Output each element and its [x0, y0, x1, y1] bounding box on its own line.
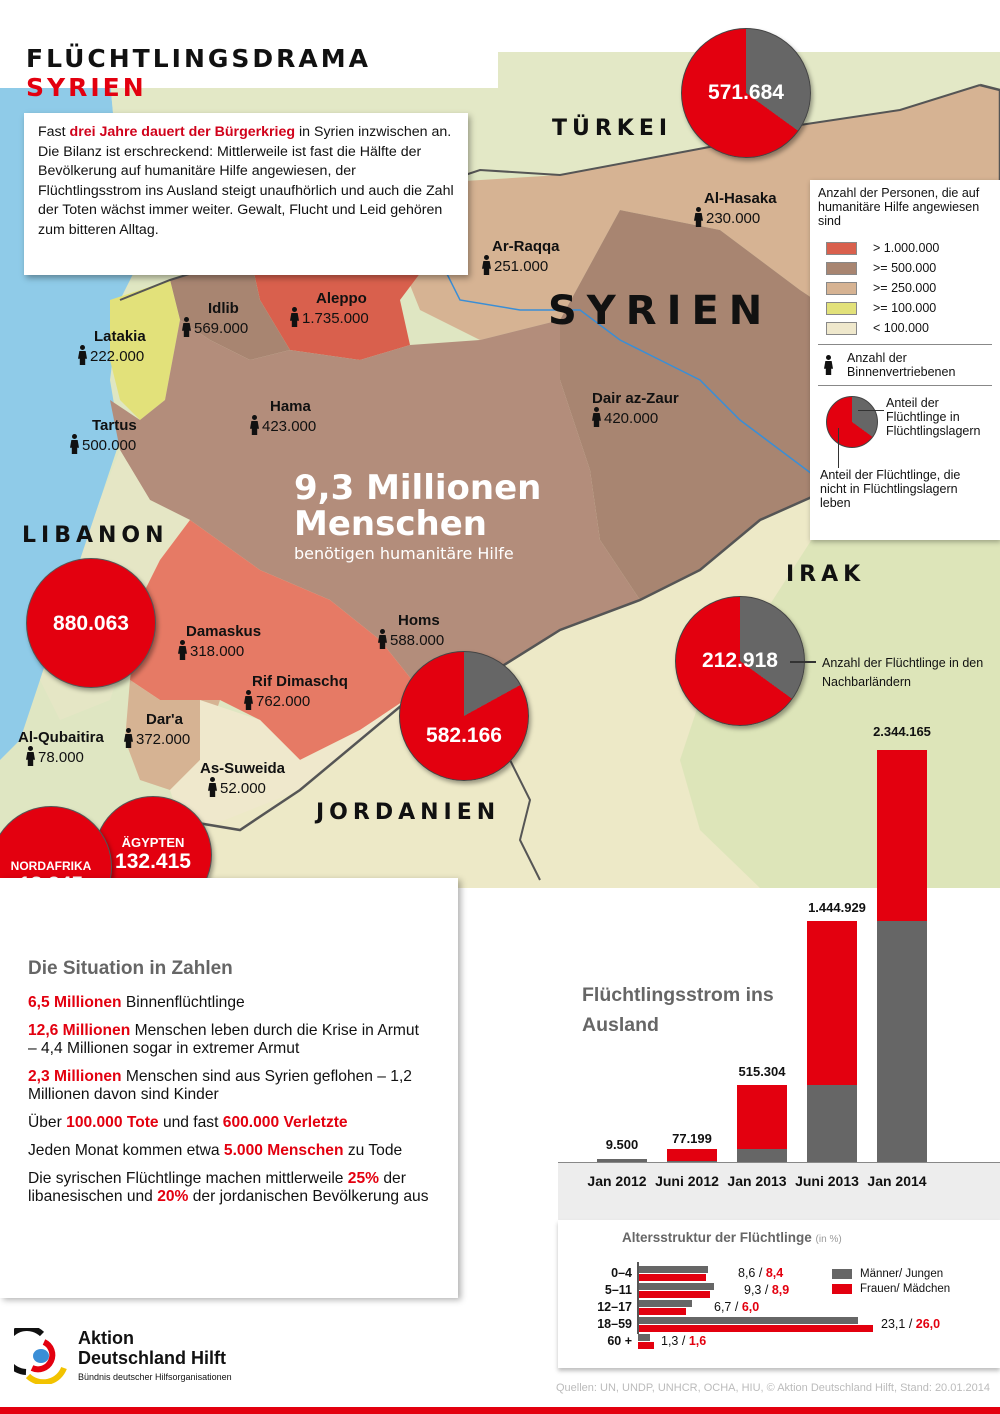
stat-text: Menschen sind aus Syrien geflohen – 1,2 Millionen davon sind Kinder	[28, 1068, 412, 1103]
age-row	[558, 1334, 1000, 1350]
region-idlib	[182, 300, 248, 338]
legend-item	[826, 238, 992, 258]
logo-text-1: Aktion	[78, 1328, 134, 1348]
annotation-text: Anzahl der Flüchtlinge in den Nachbarländern	[822, 656, 984, 689]
stat-highlight: 25%	[347, 1170, 380, 1187]
legend-divider	[818, 344, 992, 345]
legend-label: >= 100.000	[873, 301, 937, 315]
headline-line2: Menschen	[294, 504, 487, 544]
x-tick	[862, 1173, 932, 1190]
map-legend	[810, 180, 1000, 540]
person-icon	[178, 640, 187, 660]
legend-item	[826, 278, 992, 298]
person-icon	[26, 746, 35, 766]
region-name: Al-Hasaka	[704, 190, 777, 207]
person-icon	[694, 207, 703, 227]
country-label-irak: IRAK	[786, 562, 866, 587]
stat-highlight: 600.000 Verletzte	[222, 1114, 348, 1131]
region-value: 762.000	[256, 693, 311, 710]
person-icon	[482, 255, 491, 275]
female-value: 6,0	[741, 1300, 760, 1314]
legend-item	[826, 298, 992, 318]
x-tick-label: Juni 2013	[795, 1173, 859, 1189]
person-icon	[182, 317, 191, 337]
region-name: Tartus	[92, 417, 137, 434]
region-value: 78.000	[38, 749, 84, 766]
legend-divider	[818, 385, 992, 386]
region-hama	[250, 398, 316, 436]
region-value: 588.000	[390, 632, 445, 649]
region-al-hasaka	[694, 190, 777, 228]
legend-female-label: Frauen/ Mädchen	[860, 1283, 951, 1295]
intro-highlight: drei Jahre dauert der Bürgerkrieg	[69, 124, 296, 140]
region-latakia	[78, 328, 146, 366]
legend-title: Anzahl der Personen, die auf humanitäre Hilfe angewiesen sind	[818, 186, 980, 228]
age-row	[558, 1300, 1000, 1316]
age-chart-title-text: Altersstruktur der Flüchtlinge	[622, 1230, 812, 1245]
bubble-libanon: 880.063	[26, 558, 156, 688]
page-title	[26, 44, 498, 102]
bar-juni-2013	[807, 921, 857, 1162]
region-value: 423.000	[262, 418, 317, 435]
bar-value-label: 77.199	[672, 1131, 712, 1146]
region-dair-az-zaur	[592, 390, 679, 428]
region-name: Ar-Raqqa	[492, 238, 560, 255]
region-value: 569.000	[194, 320, 249, 337]
age-label: 18–59	[597, 1317, 632, 1331]
x-tick	[722, 1173, 792, 1190]
headline-line1: 9,3 Millionen	[294, 468, 542, 508]
legend-swatch-male	[832, 1269, 852, 1279]
person-icon	[592, 407, 601, 427]
country-label-syrien: SYRIEN	[548, 288, 773, 334]
stat-text: Menschen leben durch die Krise in Armut – 4,4 Millionen sogar in extremer Armut	[28, 1022, 419, 1057]
bar-female	[638, 1291, 710, 1298]
legend-item	[826, 318, 992, 338]
person-icon	[290, 307, 299, 327]
person-icon	[124, 728, 133, 748]
legend-item	[826, 258, 992, 278]
region-value: 222.000	[90, 348, 145, 365]
region-value: 251.000	[494, 258, 549, 275]
region-homs	[378, 612, 444, 650]
situation-item	[28, 1022, 430, 1058]
stat-highlight: 2,3 Millionen	[28, 1068, 122, 1085]
bubble-label: NORDAFRIKA	[10, 859, 92, 873]
legend-swatch-female	[832, 1284, 852, 1294]
logo-icon	[14, 1328, 70, 1384]
chart-title-text: Flüchtlingsstrom ins Ausland	[582, 984, 774, 1036]
age-values: 1,3 / 1,6	[661, 1334, 707, 1348]
region-as-suweida	[200, 760, 285, 798]
age-chart-title	[622, 1230, 842, 1245]
stat-text: Die syrischen Flüchtlinge machen mittlerweile	[28, 1170, 348, 1187]
person-icon	[250, 415, 259, 435]
female-value: 26,0	[915, 1317, 941, 1331]
stat-text: der libanesischen und	[28, 1170, 406, 1205]
age-values: 6,7 / 6,0	[714, 1300, 760, 1314]
country-label-tuerkei: TÜRKEI	[552, 116, 673, 141]
age-label: 5–11	[604, 1283, 632, 1297]
x-tick-label: Jan 2013	[727, 1173, 787, 1189]
legend-pie-line	[858, 410, 884, 411]
legend-male-label: Männer/ Jungen	[860, 1268, 944, 1280]
bar-male	[638, 1266, 708, 1273]
headline	[294, 470, 541, 563]
legend-pie-line2	[838, 428, 839, 468]
stat-highlight: 6,5 Millionen	[28, 994, 122, 1011]
legend-swatch	[826, 322, 857, 335]
region-name: As-Suweida	[200, 760, 286, 777]
region-value: 372.000	[136, 731, 191, 748]
female-value: 8,9	[771, 1283, 790, 1297]
bar-chart-title	[582, 980, 782, 1040]
region-rif-dimaschq	[244, 673, 348, 711]
intro-box	[24, 113, 468, 275]
footer-red-line	[0, 1407, 1000, 1414]
title-text: FLÜCHTLINGSDRAMA	[26, 44, 371, 73]
region-al-qubaitira	[18, 729, 104, 767]
legend-swatch	[826, 242, 857, 255]
source-note: Quellen: UN, UNDP, UNHCR, OCHA, HIU, © Aktion Deutschland Hilft, Stand: 20.01.2014	[555, 1382, 990, 1394]
bar-female	[638, 1308, 686, 1315]
age-values: 23,1 / 26,0	[881, 1317, 941, 1331]
region-value: 230.000	[706, 210, 761, 227]
bar-female	[638, 1325, 873, 1332]
annotation-line	[790, 661, 816, 663]
region-name: Homs	[398, 612, 440, 629]
logo-tagline: Bündnis deutscher Hilfsorganisationen	[78, 1372, 232, 1382]
stat-highlight: 5.000 Menschen	[223, 1142, 344, 1159]
female-value: 8,4	[765, 1266, 784, 1280]
bar-increase	[667, 1149, 717, 1161]
region-name: Damaskus	[186, 623, 262, 640]
region-name: Rif Dimaschq	[252, 673, 348, 690]
legend-male	[832, 1268, 943, 1280]
stat-text: Jeden Monat kommen etwa	[28, 1142, 224, 1159]
bar-juni-2012	[667, 1149, 717, 1162]
pie-value: 212.918	[702, 649, 778, 672]
region-aleppo	[290, 290, 369, 328]
x-tick-label: Jan 2012	[587, 1173, 647, 1189]
bar-increase	[737, 1085, 787, 1149]
bar-value-label: 2.344.165	[873, 724, 931, 739]
region-value: 500.000	[82, 437, 137, 454]
region-name: Al-Qubaitira	[18, 729, 104, 746]
country-label-libanon: LIBANON	[22, 523, 169, 548]
bar-jan-2014	[877, 750, 927, 1162]
person-icon	[78, 345, 87, 365]
bar-male	[638, 1283, 714, 1290]
male-value: 8,6	[738, 1266, 756, 1280]
region-name: Latakia	[94, 328, 146, 345]
headline-line3: benötigen humanitäre Hilfe	[294, 544, 514, 563]
bar-value-label: 9.500	[605, 1137, 639, 1152]
x-tick	[652, 1173, 722, 1190]
age-values: 8,6 / 8,4	[738, 1266, 784, 1280]
region-dara	[124, 711, 190, 749]
bar-previous	[877, 921, 927, 1162]
x-tick-label: Juni 2012	[655, 1173, 719, 1189]
region-name: Dair az-Zaur	[592, 390, 679, 407]
legend-swatch	[826, 262, 857, 275]
legend-person-label: Anzahl der Binnenvertriebenen	[847, 351, 956, 379]
stat-text: Binnenflüchtlinge	[121, 994, 245, 1011]
stat-highlight: 12,6 Millionen	[28, 1022, 131, 1039]
bar-chart-x-axis	[558, 1162, 1000, 1220]
bar-increase	[807, 921, 857, 1085]
title-highlight: SYRIEN	[26, 73, 147, 102]
male-value: 23,1	[881, 1317, 906, 1331]
female-value: 1,6	[688, 1334, 707, 1348]
pie-jordanien	[399, 651, 529, 781]
legend-female	[832, 1283, 950, 1295]
age-label: 12–17	[597, 1300, 632, 1314]
bar-value-label: 515.304	[738, 1064, 786, 1079]
stat-text: und fast	[158, 1114, 223, 1131]
bar-jan-2013	[737, 1085, 787, 1162]
age-label: 60 +	[607, 1334, 632, 1348]
intro-text: in Syrien inzwischen an. Die Bilanz ist erschreckend: Mittlerweile ist fast die Hälfte der Bevölkerung auf humanitäre Hilfe angewiesen, der Flüchtlingsstrom ins Ausland steigt unaufhörlich und auch die Zahl der Toten wächst immer weiter. Gewalt, Flucht und Leid gehören zum bitteren Alltag.	[38, 124, 454, 238]
pie-tuerkei	[681, 28, 811, 158]
situation-item	[28, 1142, 430, 1160]
region-ar-raqqa	[482, 238, 560, 276]
legend-label: >= 250.000	[873, 281, 937, 295]
legend-pie	[818, 392, 992, 512]
region-value: 52.000	[220, 780, 266, 797]
bubble-label: ÄGYPTEN	[121, 835, 185, 850]
bar-value-label: 1.444.929	[808, 900, 866, 915]
header	[0, 30, 498, 102]
legend-pie-in-camps: Anteil der Flüchtlinge in Flüchtlingslagern	[886, 396, 981, 438]
stat-text: der jordanischen Bevölkerung aus	[188, 1188, 429, 1205]
stat-highlight: 20%	[157, 1188, 189, 1205]
situation-item	[28, 1068, 430, 1104]
country-label-jordanien: JORDANIEN	[316, 800, 501, 825]
legend-pie-not-in-camps: Anteil der Flüchtlinge, die nicht in Flüchtlingslagern leben	[820, 468, 961, 510]
bar-male	[638, 1334, 650, 1341]
region-damaskus	[178, 623, 261, 661]
age-chart-axis	[637, 1262, 639, 1334]
logo-text-2: Deutschland Hilft	[78, 1348, 227, 1368]
person-icon	[244, 690, 253, 710]
bubble-value: 132.415	[115, 850, 191, 873]
legend-swatch	[826, 282, 857, 295]
legend-label: >= 500.000	[873, 261, 937, 275]
age-chart-unit: (in %)	[815, 1234, 842, 1245]
region-value: 318.000	[190, 643, 245, 660]
region-tartus	[70, 417, 137, 455]
intro-pre: Fast	[38, 124, 70, 140]
bar-increase	[877, 750, 927, 921]
stat-highlight: 100.000 Tote	[66, 1114, 159, 1131]
person-icon	[378, 629, 387, 649]
region-name: Hama	[270, 398, 311, 415]
bar-previous	[737, 1149, 787, 1162]
region-name: Dar'a	[146, 711, 183, 728]
region-name: Aleppo	[316, 290, 367, 307]
person-icon	[208, 777, 217, 797]
person-icon	[70, 434, 79, 454]
x-tick	[792, 1173, 862, 1190]
age-values: 9,3 / 8,9	[744, 1283, 790, 1297]
region-name: Idlib	[208, 300, 239, 317]
x-tick-label: Jan 2014	[867, 1173, 927, 1189]
age-label: 0–4	[611, 1266, 632, 1280]
pie-irak	[675, 596, 805, 726]
pie-value: 582.166	[426, 724, 502, 747]
legend-label: < 100.000	[873, 321, 929, 335]
stat-text: zu Tode	[343, 1142, 403, 1159]
male-value: 9,3	[744, 1283, 762, 1297]
situation-title: Die Situation in Zahlen	[28, 958, 233, 979]
x-tick	[582, 1173, 652, 1190]
bar-male	[638, 1317, 858, 1324]
bar-female	[638, 1342, 654, 1349]
bar-female	[638, 1274, 706, 1281]
situation-item	[28, 1170, 430, 1206]
legend-pie-icon	[826, 396, 878, 448]
male-value: 1,3	[661, 1334, 679, 1348]
legend-swatch	[826, 302, 857, 315]
region-value: 420.000	[604, 410, 659, 427]
bar-previous	[807, 1085, 857, 1162]
legend-person	[818, 351, 992, 379]
situation-item	[28, 994, 430, 1012]
situation-box	[0, 878, 458, 1298]
bar-male	[638, 1300, 692, 1307]
logo	[14, 1326, 254, 1386]
situation-item	[28, 1114, 430, 1132]
age-row	[558, 1317, 1000, 1333]
region-value: 1.735.000	[302, 310, 369, 327]
legend-label: > 1.000.000	[873, 241, 940, 255]
male-value: 6,7	[714, 1300, 732, 1314]
pie-value: 571.684	[708, 81, 784, 104]
person-icon	[824, 355, 833, 375]
stat-text: Über	[28, 1114, 67, 1131]
